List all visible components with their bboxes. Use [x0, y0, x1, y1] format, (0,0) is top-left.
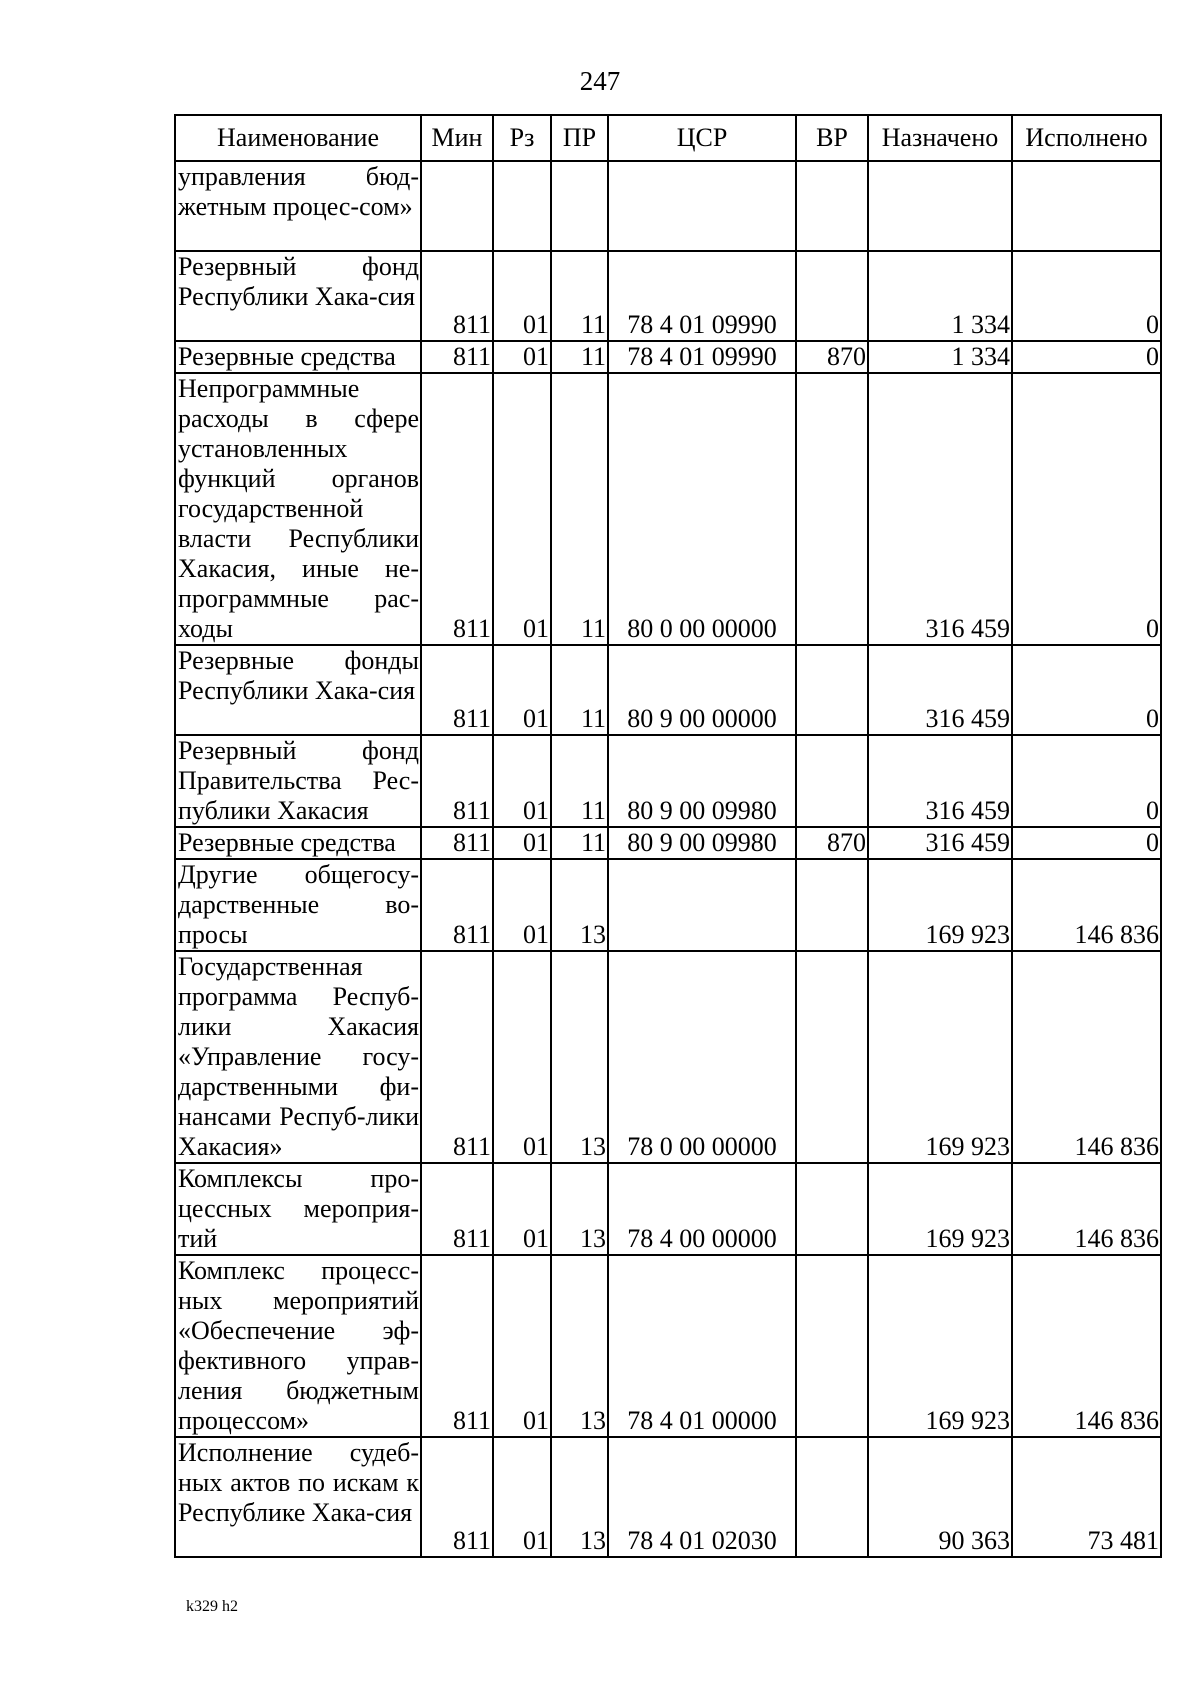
cell-min: 811	[421, 951, 493, 1163]
cell-rz: 01	[493, 827, 551, 859]
cell-vr	[796, 1437, 868, 1557]
cell-rz: 01	[493, 251, 551, 341]
cell-pr: 13	[551, 1437, 608, 1557]
cell-min: 811	[421, 827, 493, 859]
cell-assigned: 316 459	[868, 373, 1012, 645]
cell-pr	[551, 161, 608, 251]
cell-min: 811	[421, 373, 493, 645]
cell-name: Резервные средства	[175, 827, 421, 859]
header-assigned: Назначено	[868, 115, 1012, 161]
cell-csr: 80 9 00 00000	[608, 645, 796, 735]
cell-name: Резервные фонды Республики Хака-сия	[175, 645, 421, 735]
cell-executed: 0	[1012, 645, 1161, 735]
cell-pr: 13	[551, 1255, 608, 1437]
cell-vr	[796, 251, 868, 341]
cell-min: 811	[421, 735, 493, 827]
cell-vr	[796, 1255, 868, 1437]
header-row	[175, 115, 1161, 161]
cell-name: Государственная программа Респуб-лики Хакасия «Управление госу-дарственными фи-нансами Респуб-лики Хакасия»	[175, 951, 421, 1163]
cell-vr	[796, 1163, 868, 1255]
table-row	[175, 161, 1161, 251]
cell-name: Исполнение судеб-ных актов по искам к Республике Хака-сия	[175, 1437, 421, 1557]
cell-csr: 80 0 00 00000	[608, 373, 796, 645]
cell-csr: 80 9 00 09980	[608, 827, 796, 859]
cell-rz: 01	[493, 1255, 551, 1437]
table-row	[175, 373, 1161, 645]
cell-vr	[796, 735, 868, 827]
cell-rz: 01	[493, 645, 551, 735]
cell-min: 811	[421, 645, 493, 735]
cell-rz: 01	[493, 1437, 551, 1557]
cell-name: управления бюд-жетным процес-сом»	[175, 161, 421, 251]
table-row	[175, 1163, 1161, 1255]
page-number: 247	[579, 66, 621, 96]
cell-executed: 0	[1012, 341, 1161, 373]
header-pr: ПР	[551, 115, 608, 161]
cell-name: Непрограммные расходы в сфере установленных функций органов государственной власти Республики Хакасия, иные не-программные рас-ходы	[175, 373, 421, 645]
cell-pr: 11	[551, 827, 608, 859]
cell-min: 811	[421, 341, 493, 373]
cell-csr: 78 4 01 00000	[608, 1255, 796, 1437]
table-row	[175, 735, 1161, 827]
budget-table	[174, 114, 1162, 1558]
header-min: Мин	[421, 115, 493, 161]
cell-rz: 01	[493, 373, 551, 645]
cell-vr	[796, 161, 868, 251]
header-rz: Рз	[493, 115, 551, 161]
table-row	[175, 827, 1161, 859]
cell-executed: 0	[1012, 251, 1161, 341]
cell-name: Комплекс процесс-ных мероприятий «Обеспечение эф-фективного управ-ления бюджетным процессом»	[175, 1255, 421, 1437]
cell-name: Резервные средства	[175, 341, 421, 373]
cell-csr: 78 0 00 00000	[608, 951, 796, 1163]
table-row	[175, 251, 1161, 341]
cell-vr	[796, 645, 868, 735]
table-row	[175, 951, 1161, 1163]
cell-assigned: 316 459	[868, 735, 1012, 827]
cell-vr	[796, 951, 868, 1163]
cell-name: Комплексы про-цессных мероприя-тий	[175, 1163, 421, 1255]
cell-pr: 11	[551, 373, 608, 645]
cell-min: 811	[421, 1437, 493, 1557]
cell-executed: 73 481	[1012, 1437, 1161, 1557]
cell-vr	[796, 859, 868, 951]
cell-rz	[493, 161, 551, 251]
cell-min: 811	[421, 1255, 493, 1437]
header-vr: ВР	[796, 115, 868, 161]
cell-assigned: 1 334	[868, 341, 1012, 373]
cell-executed: 0	[1012, 735, 1161, 827]
table-row	[175, 1437, 1161, 1557]
cell-min: 811	[421, 1163, 493, 1255]
cell-csr	[608, 161, 796, 251]
cell-assigned: 316 459	[868, 645, 1012, 735]
cell-executed: 0	[1012, 827, 1161, 859]
cell-csr	[608, 859, 796, 951]
cell-pr: 11	[551, 645, 608, 735]
cell-name: Резервный фонд Правительства Рес-публики Хакасия	[175, 735, 421, 827]
table-body	[175, 161, 1161, 1557]
cell-rz: 01	[493, 951, 551, 1163]
cell-name: Резервный фонд Республики Хака-сия	[175, 251, 421, 341]
cell-min: 811	[421, 859, 493, 951]
cell-assigned: 169 923	[868, 859, 1012, 951]
header-csr: ЦСР	[608, 115, 796, 161]
cell-executed	[1012, 161, 1161, 251]
cell-pr: 13	[551, 859, 608, 951]
cell-csr: 78 4 00 00000	[608, 1163, 796, 1255]
header-executed: Исполнено	[1012, 115, 1161, 161]
cell-rz: 01	[493, 735, 551, 827]
cell-pr: 11	[551, 735, 608, 827]
cell-executed: 0	[1012, 373, 1161, 645]
cell-csr: 78 4 01 09990	[608, 251, 796, 341]
cell-assigned	[868, 161, 1012, 251]
cell-executed: 146 836	[1012, 1163, 1161, 1255]
header-name: Наименование	[175, 115, 421, 161]
cell-assigned: 169 923	[868, 1163, 1012, 1255]
cell-csr: 78 4 01 09990	[608, 341, 796, 373]
cell-assigned: 1 334	[868, 251, 1012, 341]
cell-rz: 01	[493, 1163, 551, 1255]
cell-vr: 870	[796, 341, 868, 373]
cell-rz: 01	[493, 859, 551, 951]
cell-rz: 01	[493, 341, 551, 373]
cell-csr: 80 9 00 09980	[608, 735, 796, 827]
cell-csr: 78 4 01 02030	[608, 1437, 796, 1557]
table-header	[175, 115, 1161, 161]
cell-pr: 11	[551, 251, 608, 341]
cell-executed: 146 836	[1012, 859, 1161, 951]
cell-assigned: 316 459	[868, 827, 1012, 859]
table-row	[175, 645, 1161, 735]
table-row	[175, 859, 1161, 951]
footer-code: k329 h2	[186, 1598, 238, 1615]
cell-pr: 11	[551, 341, 608, 373]
cell-assigned: 169 923	[868, 1255, 1012, 1437]
cell-assigned: 90 363	[868, 1437, 1012, 1557]
cell-pr: 13	[551, 1163, 608, 1255]
cell-executed: 146 836	[1012, 1255, 1161, 1437]
cell-assigned: 169 923	[868, 951, 1012, 1163]
cell-name: Другие общегосу-дарственные во-просы	[175, 859, 421, 951]
cell-vr	[796, 373, 868, 645]
cell-vr: 870	[796, 827, 868, 859]
cell-pr: 13	[551, 951, 608, 1163]
cell-executed: 146 836	[1012, 951, 1161, 1163]
table-row	[175, 341, 1161, 373]
cell-min: 811	[421, 251, 493, 341]
cell-min	[421, 161, 493, 251]
table-row	[175, 1255, 1161, 1437]
